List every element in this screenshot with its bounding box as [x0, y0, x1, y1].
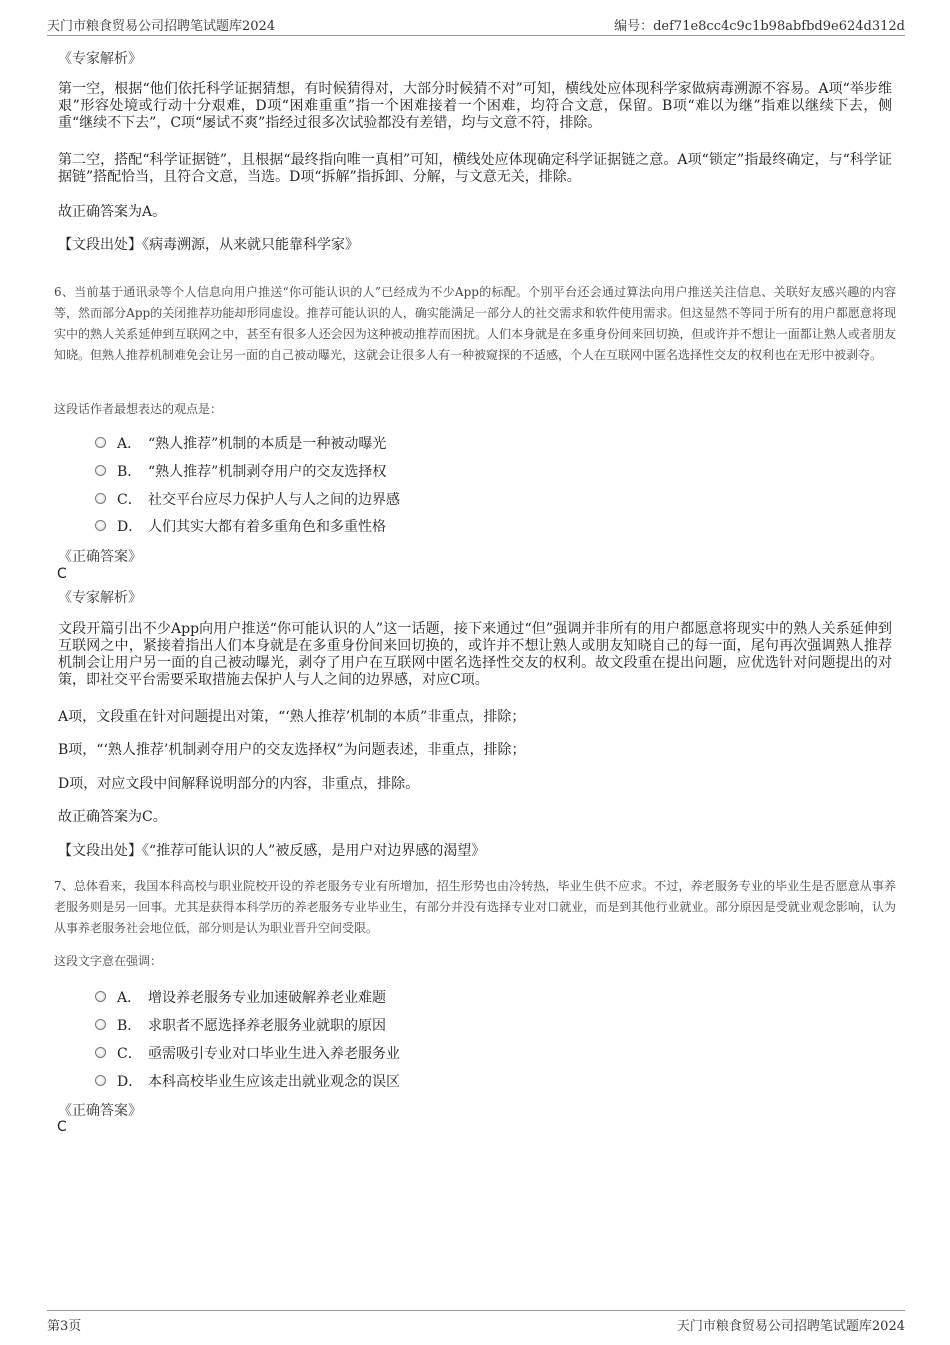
radio-button-icon[interactable]: [95, 991, 106, 1002]
question-6-stem: 6、当前基于通讯录等个人信息向用户推送“你可能认识的人”已经成为不少App的标配。个别平台还会通过算法向用户推送关注信息、关联好友感兴趣的内容等，然而部分App的关闭推荐功能却形同虚设。推荐可能认识的人，确实能满足一部分人的社交需求和软件使用需求。但这显然不等同于所有的用户都愿意将现实中的熟人关系延伸到互联网之中，甚至有很多人还会因为这种被动推荐而困扰。人们本身就是在多重身份间来回切换，但或许并不想让一面都让熟人或者朋友知晓。但熟人推荐机制难免会让另一面的自己被动曝光，这就会让很多人有一种被窥探的不适感，个人在互联网中匿名选择性交友的权利也在无形中被剥夺。: [54, 285, 896, 362]
option-text: 本科高校毕业生应该走出就业观念的误区: [148, 1074, 400, 1090]
question-6-prompt: 这段话作者最想表达的观点是：: [54, 402, 223, 416]
option-text: 亟需吸引专业对口毕业生进入养老服务业: [148, 1046, 400, 1062]
option-letter: B．: [117, 464, 142, 480]
radio-button-icon[interactable]: [95, 520, 106, 531]
question-7-prompt: 这段文字意在强调：: [54, 954, 163, 968]
option-text: 增设养老服务专业加速破解养老业难题: [148, 990, 386, 1006]
analysis-label: 《专家解析》: [58, 590, 142, 606]
header-title: 天门市粮食贸易公司招聘笔试题库2024: [47, 19, 276, 34]
analysis-note: B项，“‘熟人推荐’机制剥夺用户的交友选择权”为问题表述，非重点，排除；: [58, 742, 526, 758]
page-footer: [47, 1310, 905, 1335]
analysis-label: 《专家解析》: [58, 51, 142, 67]
option-text: 人们其实大都有着多重角色和多重性格: [148, 519, 386, 535]
analysis-note: D项，对应文段中间解释说明部分的内容，非重点，排除。: [58, 776, 420, 792]
conclusion-text: 故正确答案为A。: [58, 204, 167, 220]
analysis-paragraph: 第二空，搭配“科学证据链”，且根据“最终指向唯一真相”可知，横线处应体现确定科学证据链之意。A项“锁定”指最终确定，与“科学证据链”搭配恰当，且符合文意，当选。D项“拆解”指拆卸、分解，与文意无关，排除。: [58, 152, 892, 185]
radio-button-icon[interactable]: [95, 493, 106, 504]
option-letter: D．: [117, 519, 143, 535]
question-7-stem: 7、总体看来，我国本科高校与职业院校开设的养老服务专业有所增加，招生形势也由冷转热，毕业生供不应求。不过，养老服务专业的毕业生是否愿意从事养老服务则是另一回事。尤其是获得本科学历的养老服务专业毕业生，有部分并没有选择专业对口就业，而是到其他行业就业。部分原因是受就业观念影响，认为从事养老服务社会地位低，部分则是认为职业晋升空间受限。: [54, 879, 896, 935]
answer-label: 《正确答案》: [58, 549, 142, 565]
option-letter: B．: [117, 1018, 142, 1034]
page-header: [47, 13, 905, 36]
radio-button-icon[interactable]: [95, 1075, 106, 1086]
analysis-paragraph: 第一空，根据“他们依托科学证据猜想，有时候猜得对，大部分时候猜不对”可知，横线处应体现科学家做病毒溯源不容易。A项“举步维艰”形容处境或行动十分艰难，D项“困难重重”指一个困难接着一个困难，均符合文意，保留。B项“难以为继”指难以继续下去，侧重“继续不下去”，C项“屡试不爽”指经过很多次试验都没有差错，均与文意不符，排除。: [58, 81, 892, 131]
radio-button-icon[interactable]: [95, 1047, 106, 1058]
footer-title: 天门市粮食贸易公司招聘笔试题库2024: [676, 1319, 905, 1334]
option-letter: A．: [117, 436, 142, 452]
source-text: 【文段出处】《“推荐可能认识的人”被反感，是用户对边界感的渴望》: [58, 843, 486, 859]
page-number: 第3页: [47, 1319, 82, 1334]
option-text: 求职者不愿选择养老服务业就职的原因: [148, 1018, 386, 1034]
source-text: 【文段出处】《病毒溯源，从来就只能靠科学家》: [58, 237, 359, 253]
option-letter: C．: [117, 492, 142, 508]
radio-button-icon[interactable]: [95, 1019, 106, 1030]
option-text: “熟人推荐”机制剥夺用户的交友选择权: [148, 464, 387, 480]
option-letter: C．: [117, 1046, 142, 1062]
conclusion-text: 故正确答案为C。: [58, 809, 167, 825]
analysis-paragraph: 文段开篇引出不少App向用户推送“你可能认识的人”这一话题，接下来通过“但”强调并非所有的用户都愿意将现实中的熟人关系延伸到互联网之中，紧接着指出人们本身就是在多重身份间来回切换的，或许并不想让熟人或朋友知晓自己的每一面，尾句再次强调熟人推荐机制会让用户另一面的自己被动曝光，剥夺了用户在互联网中匿名选择性交友的权利。故文段重在提出问题，应优选针对问题提出的对策，即社交平台需要采取措施去保护人与人之间的边界感，对应C项。: [58, 621, 892, 688]
answer-label: 《正确答案》: [58, 1103, 142, 1119]
option-letter: A．: [117, 990, 142, 1006]
header-doc-id: 编号：def71e8cc4c9c1b98abfbd9e624d312d: [614, 19, 905, 34]
answer-value: C: [57, 1119, 67, 1135]
option-text: 社交平台应尽力保护人与人之间的边界感: [148, 492, 400, 508]
option-letter: D．: [117, 1074, 143, 1090]
answer-value: C: [57, 566, 67, 582]
radio-button-icon[interactable]: [95, 437, 106, 448]
radio-button-icon[interactable]: [95, 465, 106, 476]
option-text: “熟人推荐”机制的本质是一种被动曝光: [148, 436, 387, 452]
analysis-note: A项，文段重在针对问题提出对策，“‘熟人推荐’机制的本质”非重点，排除；: [58, 709, 526, 725]
